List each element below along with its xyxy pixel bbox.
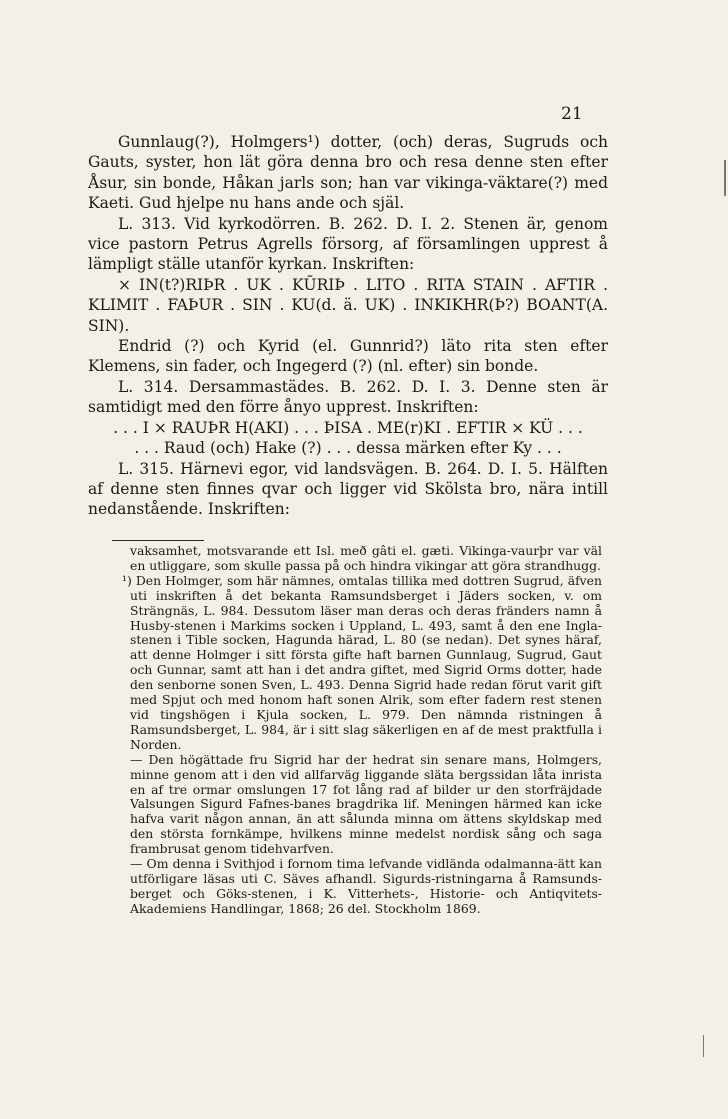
paragraph-translation: Gunnlaug(?), Holmgers¹) dotter, (och) deras, Sugruds och Gauts, syster, hon lät göra denna bro och resa denne sten efter Åsur, sin bonde, Håkan jarls son; han var vikinga-väktare(?) med Kaeti. Gud hjelpe nu hans ande och själ. <box>88 133 608 213</box>
footnote-1-continued: — Den högättade fru Sigrid har der hedrat sin senare mans, Holmgers, minne genom att i den vid allfarväg liggande släta bergssidan låta inrista en af tre ormar omslungen 17 fot lång rad af bilder ur den storfräjdade Valsungen Sigurd Fafnes-banes bragdrika lif. Meningen härmed kan icke hafva varit någon annan, än att sålunda minna om ättens skyldskap med den största fornkämpe, hvilkens minne medelst nordisk sång och saga frambrusat genom tidehvarfven. <box>130 751 602 857</box>
translation-l313: Endrid (?) och Kyrid (el. Gunnrid?) läto rita sten efter Klemens, sin fader, och Ingegerd (?) (nl. efter) sin bonde. <box>88 337 608 376</box>
footnote-1-final: — Om denna i Svithjod i fornom tima lefvande vidlända odalmanna-ätt kan utförligare läsas uti C. Säves afhandl. Sigurds-ristningarna å Ramsunds-berget och Göks-stenen, i K. Vitterhets-, Historie- och Antiqvitets-Akademiens Handlingar, 1868; 26 del. Stockholm 1869. <box>130 856 602 916</box>
footnotes <box>108 544 602 917</box>
paragraph-l315: L. 315. Härnevi egor, vid landsvägen. B. 264. D. I. 5. Hälften af denne sten finnes qvar och ligger vid Skölsta bro, nära intill nedanstående. Inskriften: <box>88 459 608 519</box>
scan-edge-mark <box>724 160 726 196</box>
runic-inscription-l313: × IN(t?)RIÞR . UK . KŪRIÞ . LITO . RITA STAIN . AFTIR . KLIMIT . FAÞUR . SIN . KU(d. ä. UK) . INKIKHR(Þ?) BOANT(A. SIN). <box>88 275 608 335</box>
page-number: 21 <box>561 104 583 124</box>
footnote-continuation: vaksamhet, motsvarande ett Isl. með gâti el. gæti. Vikinga-vaurþr var väl en utliggare, som skulle passa på och hindra vikingar att göra strandhugg. <box>130 543 602 573</box>
paragraph-l313: L. 313. Vid kyrkodörren. B. 262. D. I. 2. Stenen är, genom vice pastorn Petrus Agrells försorg, af församlingen upprest å lämpligt ställe utanför kyrkan. Inskriften: <box>88 214 608 274</box>
scan-edge-mark <box>703 1035 704 1057</box>
runic-inscription-l314: . . . I × RAUÞR H(AKI) . . . ÞISA . ME(r)KI . EFTIR × KÜ . . . <box>113 418 583 437</box>
translation-l314: . . . Raud (och) Hake (?) . . . dessa märken efter Ky . . . <box>134 439 562 458</box>
footnote-1: ¹) Den Holmger, som här nämnes, omtalas tillika med dottren Sugrud, äfven uti inskriften å det bekanta Ramsundsberget i Jäders socken, v. om Strängnäs, L. 984. Dessutom läser man deras och deras fränders namn å Husby-stenen i Markims socken i Uppland, L. 493, samt å den ene Ingla-stenen i Tible socken, Hagunda härad, L. 80 (se nedan). Det synes häraf, att denne Holmger i sitt första gifte haft barnen Gunnlaug, Sugrud, Gaut och Gunnar, samt att han i det andra giftet, med Sigrid Orms dotter, hade den senborne sonen Sven, L. 493. Denna Sigrid hade redan förut varit gift med Spjut och med honom haft sonen Alrik, som efter fadern rest stenen vid tingshögen i Kjula socken, L. 979. Den nämnda ristningen å Ramsundsberget, L. 984, är i sitt slag säkerligen en af de mest praktfulla i Norden. <box>122 572 602 752</box>
footnote-divider <box>112 540 204 541</box>
paragraph-l314: L. 314. Dersammastädes. B. 262. D. I. 3. Denne sten är samtidigt med den förre ånyo upprest. Inskriften: <box>88 377 608 417</box>
main-text <box>88 132 608 520</box>
